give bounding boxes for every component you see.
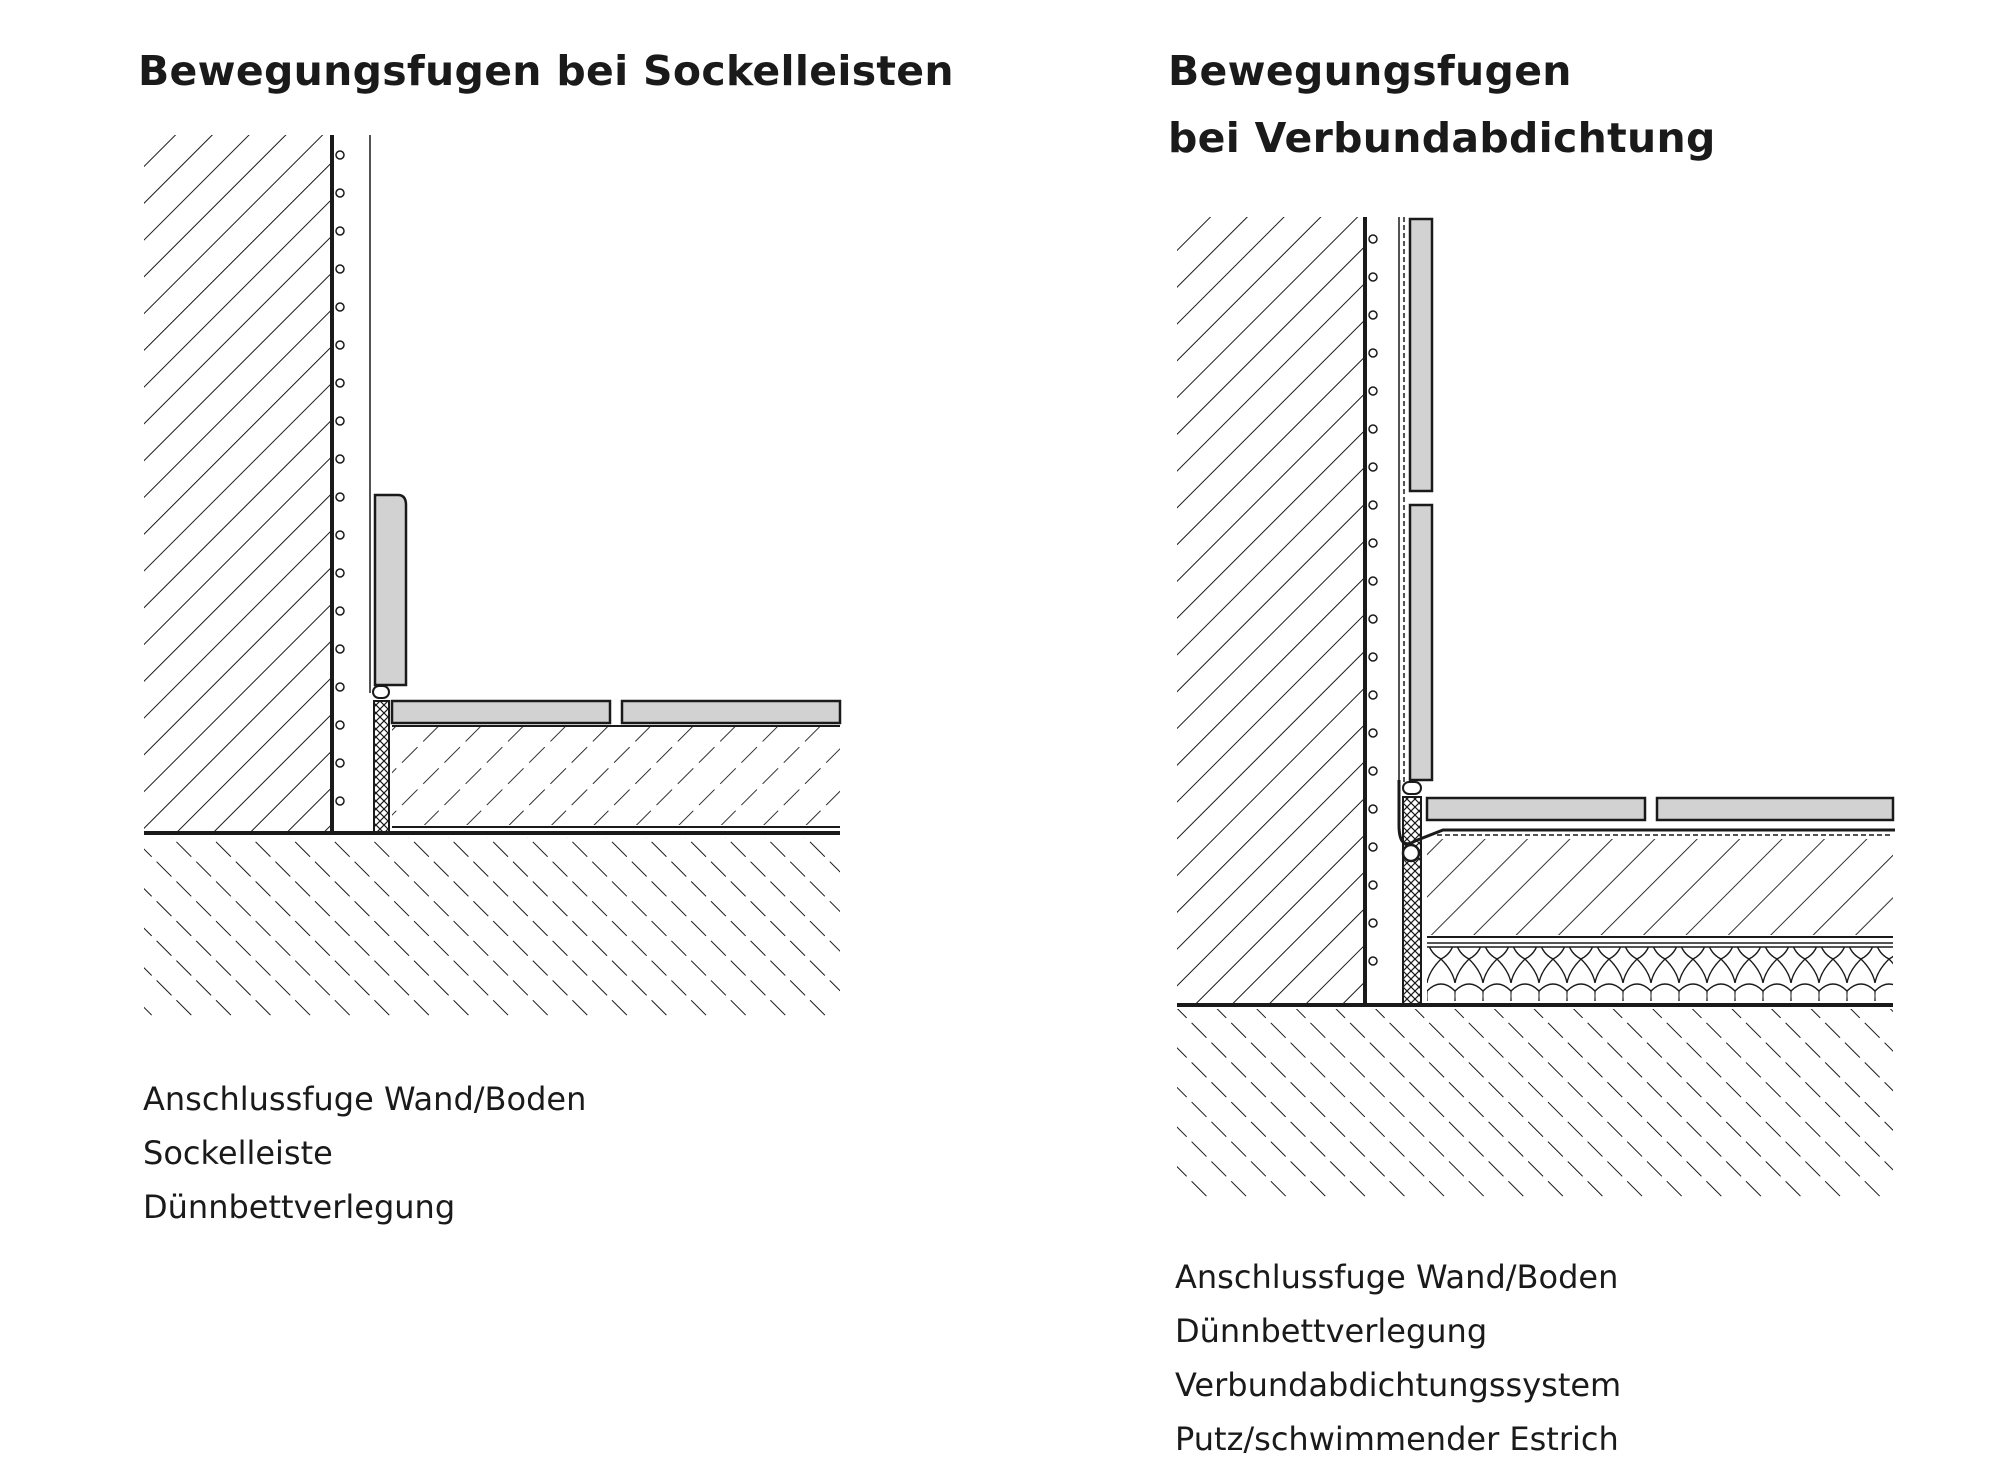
edge-joint-filler bbox=[1403, 797, 1421, 1004]
left-diagram-title: Bewegungsfugen bei Sockelleisten bbox=[138, 47, 954, 95]
skirting-joint-section-drawing bbox=[140, 133, 860, 1023]
right-title-line-1: Bewegungsfugen bbox=[1168, 47, 1572, 95]
floating-screed bbox=[1427, 839, 1893, 937]
edge-joint-filler bbox=[374, 701, 389, 832]
left-caption-list bbox=[143, 1072, 586, 1234]
left-caption-item: Dünnbettverlegung bbox=[143, 1188, 456, 1226]
left-caption-item: Anschlussfuge Wand/Boden bbox=[143, 1080, 587, 1118]
joint-backer-rod bbox=[373, 686, 389, 698]
waterproofing-joint-section-drawing bbox=[1175, 215, 1895, 1205]
base-concrete-slab bbox=[1177, 1005, 1893, 1199]
joint-backer-rod bbox=[1403, 782, 1421, 794]
sealing-tape-loop bbox=[1403, 845, 1419, 861]
floor-tiles bbox=[392, 701, 840, 723]
floor-tiles bbox=[1427, 798, 1893, 820]
wall-plaster-layer bbox=[1365, 217, 1377, 1005]
skirting-board bbox=[375, 495, 406, 685]
right-caption-item: Dünnbettverlegung bbox=[1175, 1312, 1488, 1350]
right-caption-item: Anschlussfuge Wand/Boden bbox=[1175, 1258, 1619, 1296]
impact-sound-insulation bbox=[1427, 947, 1893, 1001]
wall-tiles bbox=[1410, 219, 1432, 780]
wall-masonry bbox=[1177, 217, 1363, 1005]
base-concrete-slab bbox=[144, 833, 840, 1017]
right-diagram-title bbox=[1168, 38, 1716, 172]
wall-waterproofing-membrane bbox=[1399, 217, 1404, 782]
right-caption-item: Verbundabdichtungssystem bbox=[1175, 1366, 1622, 1404]
right-title-line-2: bei Verbundabdichtung bbox=[1168, 114, 1716, 162]
right-caption-list bbox=[1175, 1250, 1621, 1466]
wall-masonry bbox=[144, 135, 330, 833]
wall-plaster-layer bbox=[332, 135, 370, 833]
right-caption-item: Putz/schwimmender Estrich bbox=[1175, 1420, 1619, 1458]
floor-screed bbox=[392, 726, 840, 827]
left-caption-item: Sockelleiste bbox=[143, 1134, 333, 1172]
